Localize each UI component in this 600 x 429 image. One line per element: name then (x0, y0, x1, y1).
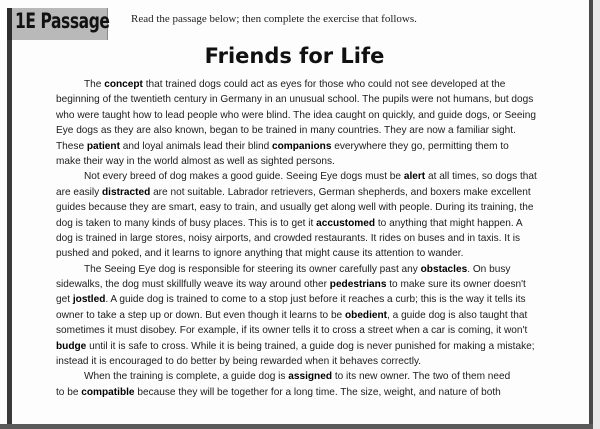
vocabulary-word: obedient (344, 309, 388, 321)
passage-line (56, 231, 550, 246)
passage-text: to make sure its owner doesn't (386, 279, 526, 291)
passage-title: Friends for Life (204, 44, 385, 68)
passage-text: to be (56, 386, 82, 398)
vocabulary-word: jostled (72, 294, 106, 306)
vocabulary-word: patient (86, 140, 120, 152)
passage-text: The (84, 79, 105, 90)
passage-text: until it is safe to cross. While it is being trained, a guide dog is never punished for making a mistake; (86, 340, 535, 352)
passage-text: The Seeing Eye dog is responsible for steering its owner carefully past any (84, 263, 421, 275)
passage-line (56, 216, 550, 231)
vocabulary-word: accustomed (316, 217, 376, 229)
passage-line (56, 185, 550, 200)
passage-line (56, 262, 550, 277)
vocabulary-word: companions (272, 140, 332, 152)
passage-text: who were taught how to lead people who were blind. The idea caught on quickly, and guide dogs, or Seeing (56, 109, 536, 121)
passage-text: get (56, 294, 73, 306)
passage-line (56, 246, 550, 261)
passage-text: because they will be together for a long time. The size, weight, and nature of both (134, 386, 501, 398)
passage-line (56, 369, 550, 384)
passage-text: dog is taken to many kinds of busy places. This is to get it (56, 217, 317, 229)
passage-text: pushed and poked, and it learns to ignore anything that might cause its attention to wander. (56, 248, 464, 260)
passage-line (56, 385, 550, 400)
passage-line (56, 139, 550, 154)
passage-text: sidewalks, the dog must skillfully weave its way around other (56, 279, 330, 291)
passage-line (56, 92, 550, 107)
vocabulary-word: obstacles (420, 263, 468, 275)
passage-text: guides because they are smart, easy to train, and usually get along well with people. During its training, the (56, 202, 534, 214)
page-edge (593, 0, 600, 429)
vocabulary-word: pedestrians (329, 279, 387, 291)
passage-text: These (56, 140, 87, 152)
passage-body (56, 77, 550, 400)
passage-line (56, 123, 550, 138)
passage-line (56, 108, 550, 123)
passage-text: Eye dogs as they are also known, began to be trained in many countries. They are now a familiar sight. (56, 125, 516, 137)
vocabulary-word: compatible (81, 386, 135, 398)
passage-text: , a guide dog is also taught that (387, 309, 528, 321)
passage-text: . A guide dog is trained to come to a stop just before it reaches a curb; this is the way it tells its (105, 294, 526, 306)
passage-line (56, 154, 550, 169)
passage-text: Not every breed of dog makes a good guide. Seeing Eye dogs must be (84, 171, 404, 183)
passage-text: are easily (56, 186, 103, 198)
passage-line (56, 308, 550, 323)
vocabulary-word: concept (104, 79, 143, 90)
vocabulary-word: distracted (102, 186, 151, 198)
passage-text: . On busy (467, 263, 511, 275)
vocabulary-word: budge (56, 340, 87, 352)
passage-line (56, 277, 550, 292)
passage-line (56, 169, 550, 184)
vocabulary-word: alert (403, 171, 426, 183)
passage-line (56, 200, 550, 215)
passage-text: sometimes it must disobey. For example, if its owner tells it to cross a street when a car is coming, it won't (56, 325, 528, 337)
vocabulary-word: assigned (288, 371, 333, 383)
passage-text: dog is trained in large stores, noisy airports, and crowded restaurants. It rides on buses and in taxis. It is (56, 232, 520, 244)
left-margin-strip (7, 40, 12, 424)
passage-text: that trained dogs could act as eyes for those who could not see developed at the (142, 79, 506, 90)
passage-text: beginning of the twentieth century in Germany in an unusual school. The pupils were not humans, but dogs (56, 94, 534, 106)
passage-text: owner to take a step up or down. But even though it learns to be (56, 309, 345, 321)
passage-line (56, 354, 550, 369)
passage-text: instead it is encouraged to do better by being rewarded when it behaves correctly. (56, 356, 422, 368)
passage-text: everywhere they go, permitting them to (331, 140, 509, 152)
page-bottom-shadow (0, 424, 593, 429)
passage-line (56, 339, 550, 354)
passage-line (56, 323, 550, 338)
passage-line (56, 292, 550, 307)
passage-line (56, 77, 550, 92)
passage-text: to its new owner. The two of them need (332, 371, 511, 383)
passage-text: are not suitable. Labrador retrievers, German shepherds, and boxers make excellent (150, 186, 531, 198)
instruction-text: Read the passage below; then complete the exercise that follows. (131, 13, 417, 25)
passage-text: to anything that might happen. A (375, 217, 523, 229)
passage-text: and loyal animals lead their blind (119, 140, 273, 152)
tab-accent-bar (7, 8, 12, 40)
passage-tab-label: 1E Passage (15, 9, 110, 33)
passage-text: at all times, so dogs that (425, 171, 537, 183)
passage-text: When the training is complete, a guide dog is (84, 371, 289, 383)
passage-text: make their way in the world almost as well as sighted persons. (56, 155, 335, 167)
